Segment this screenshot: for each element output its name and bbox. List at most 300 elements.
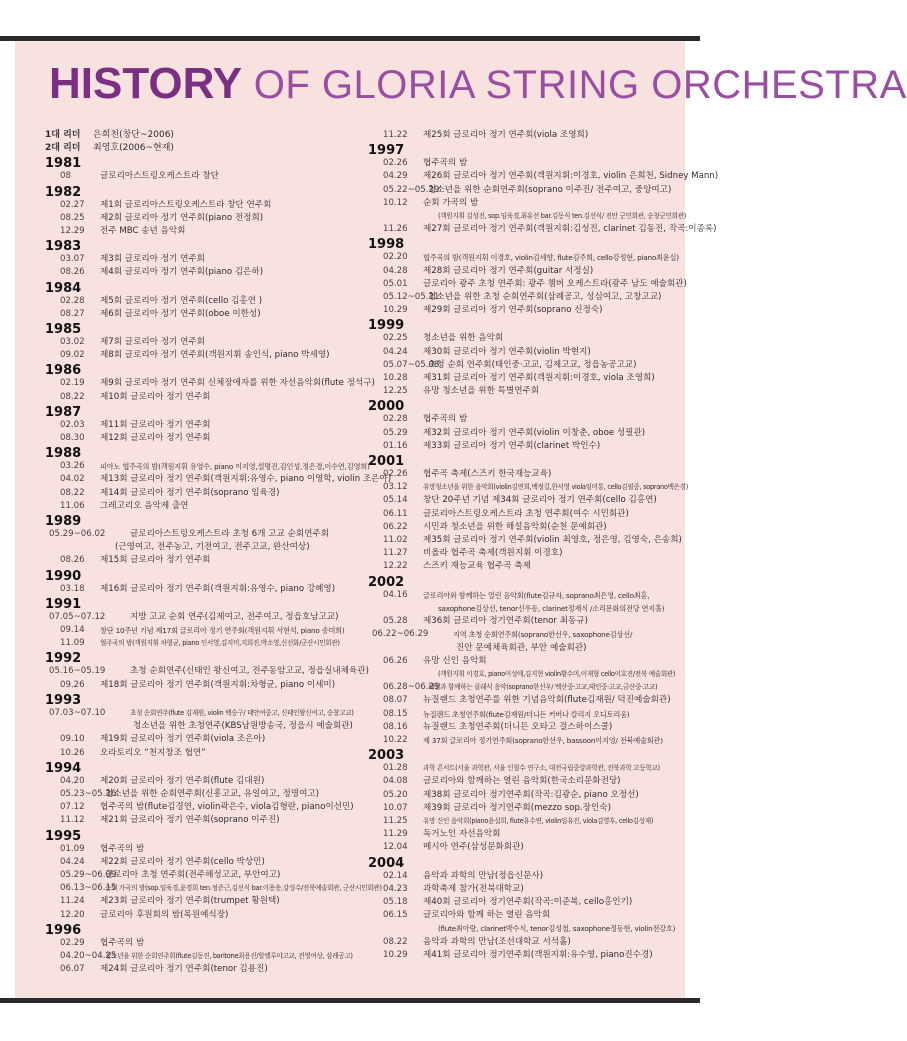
event-continuation: (근영여고, 전주농고, 기전여고, 전주고교, 완산여상) bbox=[115, 542, 310, 553]
event-text: 시민과 청소년을 위한 해설음악회(순천 문예회관) bbox=[423, 521, 607, 532]
event-date: 03.12 bbox=[383, 482, 408, 493]
event-text: 과학 콘서트(서울 과학관, 서울 인철수 연구소, 대전국립중앙과학관, 전북과학 고등학교) bbox=[423, 764, 660, 773]
event-date: 06.22~06.29 bbox=[372, 629, 429, 640]
event-text: 글로리아 후원회의 밤(목원예식장) bbox=[100, 909, 229, 920]
history-event bbox=[45, 253, 355, 266]
event-date: 02.14 bbox=[383, 870, 408, 881]
history-event bbox=[368, 883, 673, 896]
event-text: 청소년을 위한 음악회 bbox=[423, 333, 504, 344]
event-date: 02.25 bbox=[383, 333, 408, 344]
event-date: 05.16~05.19 bbox=[49, 666, 106, 677]
history-event bbox=[368, 547, 673, 560]
history-event bbox=[45, 679, 355, 692]
history-event bbox=[45, 225, 355, 238]
event-date: 01.16 bbox=[383, 440, 408, 451]
history-event bbox=[45, 419, 355, 432]
top-margin bbox=[0, 0, 700, 40]
year-heading: 2003 bbox=[368, 748, 405, 764]
event-text: 제29회 글로리아 정기 연주회(soprano 신정숙) bbox=[423, 305, 603, 316]
event-date: 03.18 bbox=[60, 583, 85, 594]
year-heading: 1999 bbox=[368, 318, 405, 334]
event-text: 글로리아 초청 연주회(전주해성고교, 부안여고) bbox=[105, 869, 281, 880]
event-text: 제24회 글로리아 정기 연주회(tenor 김용진) bbox=[100, 964, 268, 975]
event-text: 제41회 글로리아 정기연주회(객원지휘:유수영, piano진수경) bbox=[423, 949, 653, 960]
event-text: 제30회 글로리아 정기 연주회(violin 박현지) bbox=[423, 346, 591, 357]
event-date: 07.05~07.12 bbox=[49, 611, 106, 622]
history-event bbox=[45, 308, 355, 321]
event-text: 창단 20주년 기념 제34회 글로리아 정기 연주회(cello 김홍연) bbox=[423, 495, 657, 506]
history-event bbox=[45, 500, 355, 513]
event-text: 협주곡의 밤(객원지휘 이경호, violin김세향, flute김주희, cello강정현, piano최윤실) bbox=[423, 253, 679, 263]
event-text: 전주 MBC 송년 음악회 bbox=[100, 226, 186, 237]
event-text: 유망 신인 음악회 bbox=[423, 655, 487, 666]
event-text: 음악과 과학의 만남(정읍신문사) bbox=[423, 870, 544, 881]
bottom-rule bbox=[0, 998, 700, 1003]
event-date: 05.28 bbox=[383, 616, 408, 627]
event-date: 03.26 bbox=[60, 461, 85, 472]
history-event bbox=[368, 828, 673, 841]
event-text: 초청 순회연주(신태인 왕신여고, 전주동암고교, 정읍실내체육관) bbox=[130, 666, 369, 677]
leader-1 bbox=[45, 129, 355, 142]
history-event bbox=[45, 212, 355, 225]
history-event bbox=[368, 681, 673, 694]
history-event bbox=[45, 869, 355, 882]
event-text: 제32회 글로리아 정기 연주회(violin 이창춘, oboe 성필관) bbox=[423, 427, 646, 438]
event-text: 글로리아스트링오케스트라 초청 6개 고교 순회연주회 bbox=[130, 529, 330, 540]
history-event bbox=[368, 440, 673, 453]
event-text: 제31회 글로리아 정기 연주회(객원지휘:이경호, viola 조영희) bbox=[423, 373, 655, 384]
event-text: 제15회 글로리아 정기 연주회 bbox=[100, 555, 211, 566]
history-event bbox=[45, 856, 355, 869]
event-date: 05.29 bbox=[383, 427, 408, 438]
history-event bbox=[45, 909, 355, 922]
title-history: HISTORY bbox=[49, 59, 243, 108]
history-event bbox=[45, 266, 355, 279]
event-date: 11.24 bbox=[60, 896, 85, 907]
leader-2 bbox=[45, 142, 355, 155]
event-text: 제6회 글로리아 정기 연주회(oboe 이한성) bbox=[100, 308, 261, 319]
year-heading: 1990 bbox=[45, 568, 82, 584]
event-date: 09.02 bbox=[60, 350, 85, 361]
event-text: 초청 순회연주(flute 김재원, violin 백승구/ 태안여중고, 신태인왕신여고, 순창고교) bbox=[130, 708, 354, 717]
event-date: 12.29 bbox=[60, 226, 85, 237]
event-date: 08.15 bbox=[383, 708, 408, 719]
history-event bbox=[368, 494, 673, 507]
event-text: 협주곡의 밤 bbox=[100, 937, 145, 948]
event-text: 협주곡의 밤(객원지휘 차형균, piano 인서영,김지미,지희진,박소영,신선화/군산시민회관) bbox=[100, 639, 340, 648]
event-date: 11.27 bbox=[383, 548, 408, 559]
history-event bbox=[368, 560, 673, 573]
history-event bbox=[368, 304, 673, 317]
event-date: 06.22 bbox=[383, 521, 408, 532]
event-date: 04.29 bbox=[383, 171, 408, 182]
event-date: 06.15 bbox=[383, 910, 408, 921]
year-heading: 1998 bbox=[368, 237, 405, 253]
year-heading: 2004 bbox=[368, 855, 405, 871]
year-heading: 1981 bbox=[45, 156, 82, 172]
year-heading: 1991 bbox=[45, 596, 82, 612]
event-text: 글로리아와 함께 하는 열린 음악회 bbox=[423, 910, 551, 921]
event-text: 제 37회 글로리아 정기연주회(soprano한선우, bassoon이지영/ 전북예술회관) bbox=[423, 735, 663, 745]
event-date: 08.22 bbox=[60, 487, 85, 498]
history-event bbox=[368, 278, 687, 291]
event-text: 제28회 글로리아 정기 연주회(guitar 서정실) bbox=[423, 265, 594, 276]
event-text: 제36회 글로리아 정기연주회(tenor 최동규) bbox=[423, 616, 588, 627]
year-heading: 1994 bbox=[45, 760, 82, 776]
event-date: 10.22 bbox=[383, 734, 408, 745]
event-text: 제14회 글로리아 정기 연주회(soprano 임육경) bbox=[100, 487, 280, 498]
event-text: 협주곡의 밤 bbox=[423, 414, 468, 425]
year-heading: 1982 bbox=[45, 184, 82, 200]
event-text: 제39회 글로리아 정기연주회(mezzo sop.장인숙) bbox=[423, 802, 611, 813]
event-date: 10.28 bbox=[383, 373, 408, 384]
event-text: 창단 10주년 기념 제17회 글로리아 정기 연주회(객원지휘 서현석, piano 송미희) bbox=[100, 626, 345, 636]
event-date: 03.02 bbox=[60, 337, 85, 348]
history-event bbox=[368, 129, 673, 142]
year-heading: 2001 bbox=[368, 454, 405, 470]
history-event bbox=[368, 521, 673, 534]
page-title bbox=[49, 59, 907, 109]
year-heading: 2000 bbox=[368, 399, 405, 415]
history-page bbox=[15, 41, 907, 1001]
history-event bbox=[368, 655, 673, 668]
event-text: 협주곡의 밤(flute김경연, violin곽은수, viola김형란, piano이선민) bbox=[100, 802, 354, 813]
event-date: 12.25 bbox=[383, 386, 408, 397]
event-date: 11.22 bbox=[383, 130, 408, 140]
event-text: 뉴질랜드 초청연주회(flute김재원/더니든 커버나 칼리지 오디토리움) bbox=[423, 709, 630, 719]
history-event bbox=[45, 882, 382, 895]
year-heading: 1993 bbox=[45, 692, 82, 708]
event-date: 11.29 bbox=[383, 829, 408, 840]
event-date: 10.29 bbox=[383, 949, 408, 960]
history-event bbox=[45, 295, 355, 308]
event-text: 협주곡의 밤 bbox=[100, 843, 145, 854]
event-date: 11.26 bbox=[383, 224, 408, 235]
event-continuation: 진안 문예체육회관, 부안 예술회관) bbox=[456, 642, 587, 653]
event-text: 뉴질랜드 초청연주회(더니든 오타고 걸스하이스쿨) bbox=[423, 721, 613, 732]
event-date: 09.26 bbox=[60, 679, 85, 690]
event-continuation: (flute최아랑, clarinet박수식, tenor김성철, saxophone정동현, violin전강호) bbox=[438, 924, 676, 934]
history-event bbox=[45, 611, 355, 624]
event-date: 02.29 bbox=[60, 937, 85, 948]
history-event bbox=[45, 528, 355, 541]
history-event bbox=[45, 460, 370, 473]
history-event bbox=[368, 359, 673, 372]
event-date: 04.24 bbox=[60, 856, 85, 867]
event-text: 글로리아와 함께하는 열린 음악회(flute김규자, soprano최은영, cello최훈, bbox=[423, 590, 650, 600]
history-event bbox=[45, 937, 355, 950]
year-heading: 1987 bbox=[45, 404, 82, 420]
event-continuation: 청소년을 위한 초청연주(KBS남원방송국, 정읍시 예술회관) bbox=[133, 721, 353, 732]
event-date: 11.06 bbox=[60, 500, 85, 511]
event-date: 09.14 bbox=[60, 625, 85, 636]
year-heading: 1988 bbox=[45, 446, 82, 462]
event-text: 유망청소년을 위한 음악회(violin김연희,백정길,한서영 viola임미통, cello김필중, soprano백은경) bbox=[423, 483, 689, 492]
year-heading: 1989 bbox=[45, 514, 82, 530]
event-date: 06.07 bbox=[60, 964, 85, 975]
history-event bbox=[368, 508, 673, 521]
event-date: 02.03 bbox=[60, 419, 85, 430]
event-date: 06.11 bbox=[383, 508, 408, 519]
history-event bbox=[368, 721, 673, 734]
history-event bbox=[45, 637, 355, 650]
history-event bbox=[45, 170, 355, 183]
event-date: 02.28 bbox=[60, 295, 85, 306]
history-event bbox=[368, 589, 673, 602]
event-text: 유망 신인 음악회(piano윤설희, flute유수연, violin임유진, viola김영후, cello김성재) bbox=[423, 816, 654, 825]
event-text: 글로리아 광주 초청 연주회: 광주 챔버 오케스트라(광주 남도 예술회관) bbox=[423, 278, 687, 289]
event-date: 05.18 bbox=[383, 896, 408, 907]
event-date: 05.23~05.26 bbox=[60, 788, 117, 799]
history-event bbox=[368, 346, 673, 359]
history-event bbox=[368, 841, 673, 854]
event-text: 제9회 글로리아 정기 연주회 신체장애자를 위한 자선음악회(flute 정석구) bbox=[100, 378, 375, 389]
event-date: 05.07~05.08 bbox=[383, 359, 440, 370]
history-event bbox=[45, 950, 355, 963]
event-text: 순회 가곡의 밤(sop.임육경,윤경희 ten.정준근,김선식 bar.이용송,강성수/전북예술회관, 군산시민회관) bbox=[105, 884, 382, 893]
history-event bbox=[368, 481, 689, 494]
event-date: 02.26 bbox=[383, 158, 408, 169]
history-event bbox=[368, 385, 673, 398]
history-event bbox=[45, 473, 392, 486]
history-event bbox=[45, 814, 355, 827]
event-text: 해설과 함께하는 클래식 음악(soprano한선우/ 백산중·고교,태인중·고교,금산중·고교) bbox=[428, 683, 658, 692]
event-date: 04.08 bbox=[383, 776, 408, 787]
event-date: 08.22 bbox=[383, 936, 408, 947]
event-text: 제13회 글로리아 정기 연주회(객원지휘:유영수, piano 이영학, violin 조은아) bbox=[100, 474, 392, 485]
event-date: 12.04 bbox=[383, 842, 408, 853]
event-date: 04.24 bbox=[383, 346, 408, 357]
event-date: 05.22~05.29 bbox=[383, 184, 440, 195]
event-date: 08 bbox=[60, 171, 71, 182]
event-text: 제20회 글로리아 정기 연주회(flute 김대원) bbox=[100, 775, 265, 786]
event-date: 10.29 bbox=[383, 305, 408, 316]
event-text: 제11회 글로리아 정기 연주회 bbox=[100, 419, 211, 430]
event-date: 04.16 bbox=[383, 589, 408, 600]
event-text: 청소년을 위한 초청 순회연주회(삼례공고, 성심여고, 고창고교) bbox=[428, 292, 662, 303]
history-event bbox=[45, 665, 369, 678]
history-event bbox=[45, 801, 355, 814]
event-continuation: saxophone김상선, tenor신우동, clarinet정재식 /소리문화의전당 연지홀) bbox=[438, 603, 665, 613]
leader-name: 최영호(2006~현재) bbox=[93, 143, 174, 154]
event-date: 10.26 bbox=[60, 747, 85, 758]
event-date: 12.22 bbox=[383, 561, 408, 572]
event-text: 청소년을 위한 순회연주회(soprano 이주진/ 전주여고, 중앙여고) bbox=[428, 184, 672, 195]
event-date: 01.28 bbox=[383, 763, 408, 774]
event-text: 글로리아스트링오케스트라 창단 bbox=[100, 171, 219, 182]
history-event bbox=[368, 949, 673, 962]
event-text: 청소년을 위한 순회연주회(flute김동진, baritone최용진/할렐루야고교, 전영여상, 삼례공고) bbox=[105, 951, 353, 960]
event-text: 제19회 글로리아 정기 연주회(viola 조은아) bbox=[100, 734, 266, 745]
event-date: 02.20 bbox=[383, 252, 408, 263]
history-event bbox=[45, 377, 375, 390]
event-text: 글로리아스트링오케스트라 초청 연주회(여수 시민회관) bbox=[423, 508, 629, 519]
history-event bbox=[368, 762, 673, 775]
history-event bbox=[368, 170, 719, 183]
history-event bbox=[368, 184, 673, 197]
event-date: 12.20 bbox=[60, 909, 85, 920]
history-event bbox=[368, 694, 673, 707]
event-date: 08.26 bbox=[60, 555, 85, 566]
event-date: 04.28 bbox=[383, 265, 408, 276]
history-event bbox=[45, 583, 355, 596]
event-text: 글로리아와 함께하는 열린 음악회(한국소리문화전당) bbox=[423, 776, 621, 787]
history-event bbox=[45, 788, 355, 801]
history-event bbox=[45, 432, 355, 445]
history-event bbox=[45, 554, 355, 567]
history-event bbox=[368, 734, 673, 747]
history-event bbox=[368, 615, 673, 628]
event-date: 04.20~04.25 bbox=[60, 950, 117, 961]
event-text: 제25회 글로리아 정기 연주회(viola 조영희) bbox=[423, 130, 589, 140]
event-text: 피아노 협주곡의 밤(객원지휘 유영수, piano 이지영,설명진,김인성,정은경,이수연,김영희) bbox=[100, 462, 370, 472]
event-date: 04.20 bbox=[60, 775, 85, 786]
history-event bbox=[45, 963, 355, 976]
event-date: 08.30 bbox=[60, 433, 85, 444]
history-event bbox=[368, 157, 673, 170]
history-event bbox=[45, 624, 355, 637]
event-date: 10.12 bbox=[383, 197, 408, 208]
history-event bbox=[368, 802, 673, 815]
event-text: 음악과 과학의 만남(조선대학교 서석홀) bbox=[423, 936, 571, 947]
history-event bbox=[368, 372, 673, 385]
history-event bbox=[45, 843, 355, 856]
history-event bbox=[45, 733, 355, 746]
event-text: 지역 초청 순회연주회(soprano한선우, saxophone김상선/ bbox=[453, 630, 633, 640]
history-event bbox=[368, 197, 673, 210]
event-date: 08.22 bbox=[60, 391, 85, 402]
history-event bbox=[368, 413, 673, 426]
event-date: 06.26 bbox=[383, 655, 408, 666]
history-event bbox=[368, 936, 673, 949]
history-event bbox=[368, 265, 673, 278]
event-date: 11.25 bbox=[383, 815, 408, 826]
event-date: 08.26 bbox=[60, 267, 85, 278]
history-event bbox=[368, 896, 673, 909]
event-date: 05.29~06.09 bbox=[60, 869, 117, 880]
history-event bbox=[368, 775, 673, 788]
event-text: 제16회 글로리아 정기 연주회(객원지휘:유영수, piano 강혜영) bbox=[100, 583, 336, 594]
event-text: 스즈키 재능교육 협주곡 축제 bbox=[423, 561, 531, 572]
history-event bbox=[45, 895, 355, 908]
event-date: 03.07 bbox=[60, 254, 85, 265]
history-event bbox=[45, 775, 355, 788]
history-event bbox=[368, 909, 673, 922]
event-text: 제27회 글로리아 정기 연주회(객원지휘:김성진, clarinet 김동진, 작곡:이종록) bbox=[423, 224, 717, 235]
year-heading: 1986 bbox=[45, 363, 82, 379]
history-event bbox=[368, 815, 673, 828]
history-event bbox=[368, 251, 679, 264]
event-text: 제38회 글로리아 정기연주회(작곡:김광순, piano 오정선) bbox=[423, 789, 639, 800]
history-event bbox=[45, 336, 355, 349]
event-date: 05.29~06.02 bbox=[49, 529, 106, 540]
event-text: 제23회 글로리아 정기 연주회(trumpet 황원택) bbox=[100, 896, 280, 907]
history-event bbox=[368, 708, 673, 721]
event-date: 02.19 bbox=[60, 378, 85, 389]
event-text: 협주곡의 밤 bbox=[423, 158, 468, 169]
event-text: 제5회 글로리아 정기 연주회(cello 김홍연 ) bbox=[100, 295, 263, 306]
event-date: 11.09 bbox=[60, 638, 85, 649]
event-text: 제12회 글로리아 정기 연주회 bbox=[100, 433, 211, 444]
event-text: 제3회 글로리아 정기 연주회 bbox=[100, 254, 205, 265]
history-event bbox=[368, 628, 673, 641]
event-date: 05.14 bbox=[383, 495, 408, 506]
event-text: 제4회 글로리아 정기 연주회(piano 김은하) bbox=[100, 267, 264, 278]
event-text: 제40회 글로리아 정기연주회(작곡:이준복, cello홍인기) bbox=[423, 896, 633, 907]
history-event bbox=[45, 349, 355, 362]
history-event bbox=[45, 199, 355, 212]
year-heading: 1985 bbox=[45, 322, 82, 338]
event-date: 08.27 bbox=[60, 308, 85, 319]
event-date: 07.12 bbox=[60, 802, 85, 813]
history-event bbox=[368, 789, 673, 802]
event-text: 제18회 글로리아 정기 연주회(객원지휘:차형균, piano 이세미) bbox=[100, 679, 336, 690]
history-event bbox=[368, 534, 682, 547]
history-event bbox=[368, 427, 673, 440]
year-heading: 1984 bbox=[45, 280, 82, 296]
event-continuation: (객원지휘 이경호, piano이성애,김지현 violin황수미,이재형 cello이호진/전북 예술회관) bbox=[438, 669, 676, 678]
event-date: 08.25 bbox=[60, 212, 85, 223]
event-date: 11.02 bbox=[383, 535, 408, 546]
event-date: 02.28 bbox=[383, 414, 408, 425]
event-text: 제7회 글로리아 정기 연주회 bbox=[100, 337, 205, 348]
event-text: 초청 순회 연주회(태인중·고교, 김제고교, 정읍농공고교) bbox=[428, 359, 637, 370]
event-text: 제22회 글로리아 정기 연주회(cello 박상민) bbox=[100, 856, 265, 867]
event-text: 독거노인 자선음악회 bbox=[423, 829, 501, 840]
history-event bbox=[368, 291, 673, 304]
leader-name: 은희천(창단~2006) bbox=[93, 130, 174, 140]
year-heading: 1996 bbox=[45, 922, 82, 938]
event-text: 그레고리오 음악제 출연 bbox=[100, 500, 189, 511]
event-date: 09.10 bbox=[60, 734, 85, 745]
history-event bbox=[368, 332, 673, 345]
leader-label: 1대 리더 bbox=[45, 130, 81, 140]
event-text: 과학축제 참가(전북대학교) bbox=[423, 883, 524, 894]
event-date: 06.13~06.15 bbox=[60, 883, 117, 894]
event-date: 02.26 bbox=[383, 469, 408, 480]
event-date: 04.02 bbox=[60, 474, 85, 485]
event-text: 제35회 글로리아 정기 연주회(violin 최영호, 정은영, 김영숙, 은송희) bbox=[423, 535, 682, 546]
event-text: 협주곡 축제(스즈키 한국재능교육) bbox=[423, 469, 552, 480]
event-continuation: (객원지휘 김성진, sop.임육경,최유선 bar.김동식 ten.김선식/ 진안 군민회관, 순창군민회관) bbox=[438, 212, 687, 221]
year-heading: 2002 bbox=[368, 574, 405, 590]
event-text: 제10회 글로리아 정기 연주회 bbox=[100, 391, 211, 402]
event-date: 05.12~05.21 bbox=[383, 292, 440, 303]
right-column bbox=[368, 129, 719, 962]
event-date: 05.20 bbox=[383, 789, 408, 800]
year-heading: 1997 bbox=[368, 143, 405, 159]
history-event bbox=[45, 747, 355, 760]
event-date: 01.09 bbox=[60, 843, 85, 854]
event-date: 06.28~06.29 bbox=[383, 682, 440, 693]
event-date: 02.27 bbox=[60, 199, 85, 210]
event-text: 제8회 글로리아 정기 연주회(객원지휘 송인식, piano 박세영) bbox=[100, 350, 330, 361]
event-text: 뉴질랜드 초청연주를 위한 기념음악회(flute김재원/ 덕진예술회관) bbox=[423, 695, 671, 706]
event-text: 유망 청소년을 위한 특별연주회 bbox=[423, 386, 540, 397]
event-date: 08.07 bbox=[383, 695, 408, 706]
year-heading: 1983 bbox=[45, 239, 82, 255]
year-heading: 1995 bbox=[45, 828, 82, 844]
event-text: 오라토리오 “천지창조 협연” bbox=[100, 747, 206, 758]
history-event bbox=[45, 487, 355, 500]
event-text: 제26회 글로리아 정기 연주회(객원지휘:이경호, violin 은희천, Sidney Mann) bbox=[423, 171, 719, 182]
event-date: 11.12 bbox=[60, 815, 85, 826]
event-text: 메시아 연주(삼성문화회관) bbox=[423, 842, 524, 853]
event-text: 제21회 글로리아 정기 연주회(soprano 이주진) bbox=[100, 815, 280, 826]
event-date: 05.01 bbox=[383, 278, 408, 289]
event-text: 순회 가곡의 밤 bbox=[423, 197, 479, 208]
event-date: 04.23 bbox=[383, 883, 408, 894]
